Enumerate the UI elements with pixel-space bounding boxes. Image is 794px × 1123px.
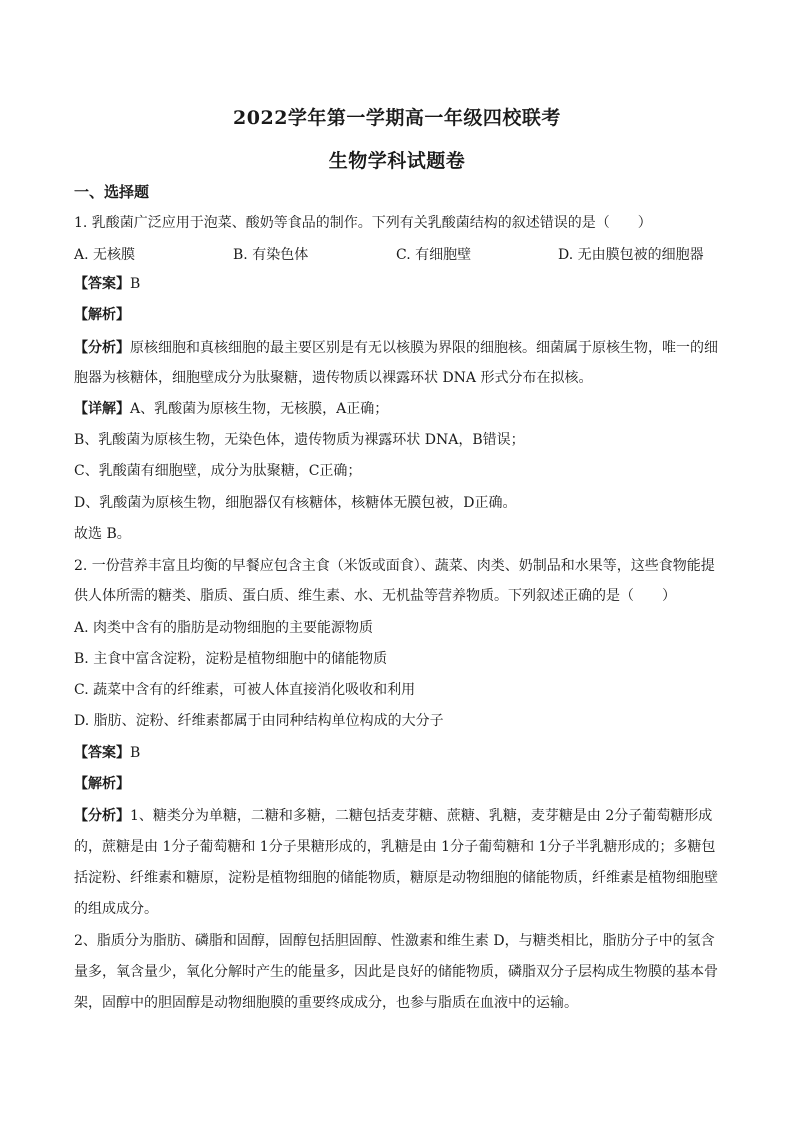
q1-stem: 1. 乳酸菌广泛应用于泡菜、酸奶等食品的制作。下列有关乳酸菌结构的叙述错误的是（ ） [74,215,652,231]
q1-xiangjie-d: D、乳酸菌为原核生物，细胞器仅有核糖体，核糖体无膜包被，D正确。 [74,495,517,511]
q1-xiangjie-a [74,399,388,419]
answer-tag: 【答案】 [74,276,130,292]
q1-option-d: D. 无由膜包被的细胞器 [558,247,704,263]
q1-conclusion: 故选 B。 [74,526,131,542]
q1-xiangjie-b: B、乳酸菌为原核生物，无染色体，遗传物质为裸露环状 DNA，B错误； [74,432,525,448]
q2-fenxi-5: 2、脂质分为脂肪、磷脂和固醇，固醇包括胆固醇、性激素和维生素 D，与糖类相比，脂肪分子中的氢含 [74,933,715,949]
subject-title: 生物学科试题卷 [328,150,466,172]
q2-fenxi-3: 括淀粉、纤维素和糖原，淀粉是植物细胞的储能物质，糖原是动物细胞的储能物质，纤维素是植物细胞壁 [74,870,718,886]
exam-title: 2022学年第一学期高一年级四校联考 [233,107,561,129]
q1-option-a: A. 无核膜 [74,247,136,263]
fenxi-text: 原核细胞和真核细胞的最主要区别是有无以核膜为界限的细胞核。细菌属于原核生物，唯一的细 [130,340,718,356]
fenxi-tag: 【分析】 [74,808,130,824]
q2-fenxi-4: 的组成成分。 [74,901,158,917]
fenxi-tag: 【分析】 [74,340,130,356]
section-heading: 一、选择题 [74,183,150,201]
q2-fenxi-1 [74,806,712,826]
q2-option-b: B. 主食中富含淀粉，淀粉是植物细胞中的储能物质 [74,651,388,667]
q1-analysis-tag: 【解析】 [74,307,130,323]
q2-fenxi-7: 架，固醇中的胆固醇是动物细胞膜的重要终成成分，也参与脂质在血液中的运输。 [74,995,578,1011]
q2-option-c: C. 蔬菜中含有的纤维素，可被人体直接消化吸收和利用 [74,682,416,698]
q2-stem-1: 2. 一份营养丰富且均衡的早餐应包含主食（米饭或面食）、蔬菜、肉类、奶制品和水果等，这些食物能提 [74,558,715,574]
q1-answer [74,274,140,294]
xiangjie-tag: 【详解】 [74,401,130,417]
answer-value: B [130,745,141,761]
q2-fenxi-2: 的，蔗糖是由 1分子葡萄糖和 1分子果糖形成的，乳糖是由 1分子葡萄糖和 1分子半乳糖形成的；多糖包 [74,839,716,855]
q2-analysis-tag: 【解析】 [74,776,130,792]
answer-value: B [130,276,141,292]
q2-option-d: D. 脂肪、淀粉、纤维素都属于由同种结构单位构成的大分子 [74,713,444,729]
q1-xiangjie-c: C、乳酸菌有细胞壁，成分为肽聚糖，C正确； [74,463,362,479]
q2-stem-2: 供人体所需的糖类、脂质、蛋白质、维生素、水、无机盐等营养物质。下列叙述正确的是（ ） [74,588,676,604]
q1-option-c: C. 有细胞壁 [396,247,472,263]
q2-fenxi-6: 量多，氧含量少，氧化分解时产生的能量多，因此是良好的储能物质，磷脂双分子层构成生物膜的基本骨 [74,964,718,980]
q1-fenxi-2: 胞器为核糖体，细胞壁成分为肽聚糖，遗传物质以裸露环状 DNA 形式分布在拟核。 [74,370,593,386]
fenxi-text: 1、糖类分为单糖，二糖和多糖，二糖包括麦芽糖、蔗糖、乳糖，麦芽糖是由 2分子葡萄糖形成 [130,808,713,824]
q2-answer [74,743,140,763]
xiangjie-text: A、乳酸菌为原核生物，无核膜，A正确； [130,401,389,417]
q1-fenxi-1 [74,338,718,358]
answer-tag: 【答案】 [74,745,130,761]
q1-option-b: B. 有染色体 [233,247,309,263]
q2-option-a: A. 肉类中含有的脂肪是动物细胞的主要能源物质 [74,620,374,636]
